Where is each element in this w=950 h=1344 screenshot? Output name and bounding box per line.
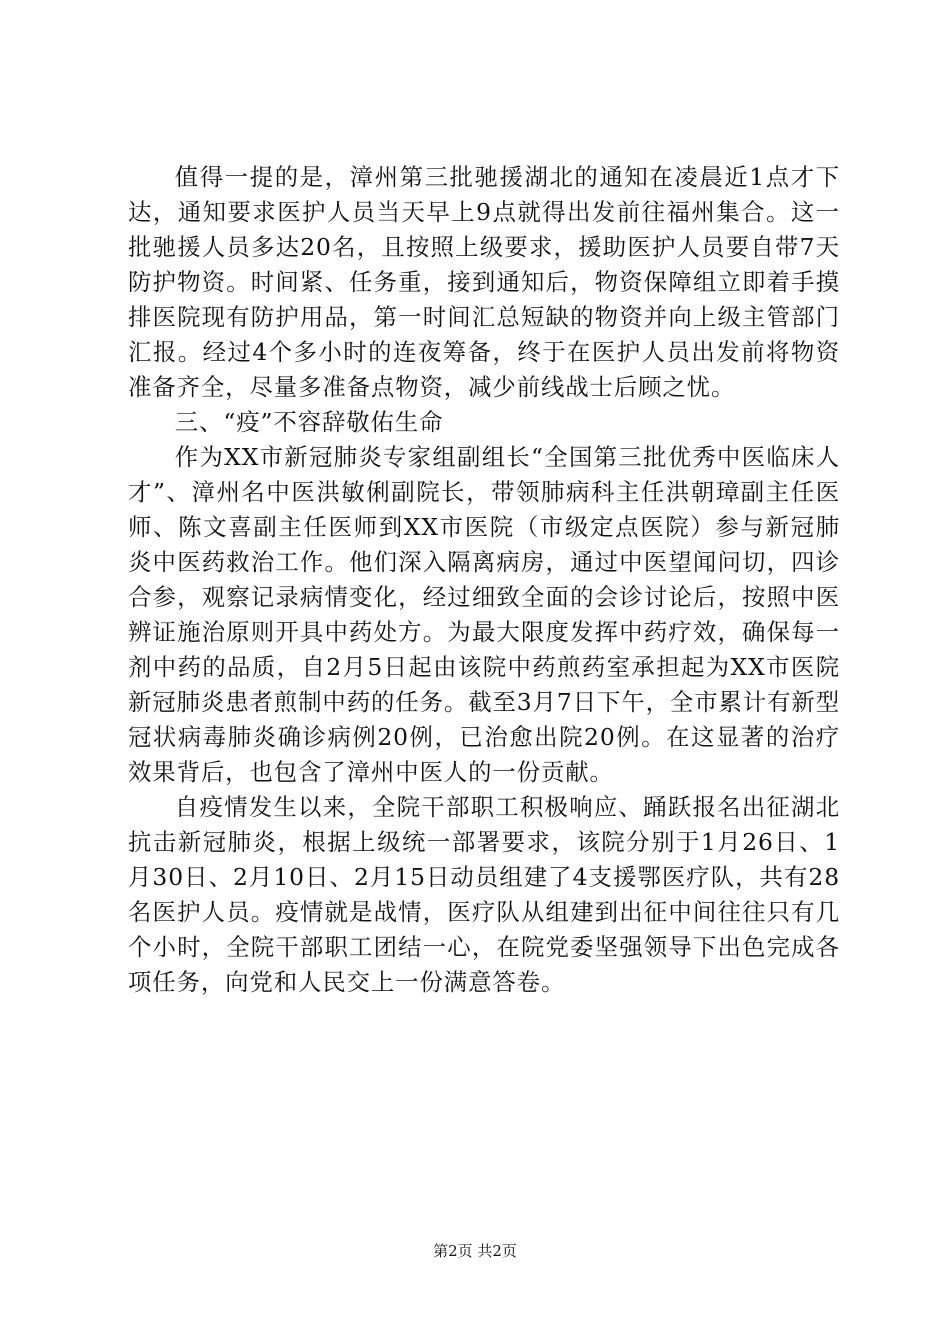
document-body bbox=[128, 160, 840, 1000]
paragraph-tcm-treatment: 作为XX市新冠肺炎专家组副组长“全国第三批优秀中医临床人才”、漳州名中医洪敏俐副院长，带领肺病科主任洪朝璋副主任医师、陈文喜副主任医师到XX市医院（市级定点医院）参与新冠肺炎中医药救治工作。他们深入隔离病房，通过中医望闻问切，四诊合参，观察记录病情变化，经过细致全面的会诊讨论后，按照中医辨证施治原则开具中药处方。为最大限度发挥中药疗效，确保每一剂中药的品质，自2月5日起由该院中药煎药室承担起为XX市医院新冠肺炎患者煎制中药的任务。截至3月7日下午，全市累计有新型冠状病毒肺炎确诊病例20例，已治愈出院20例。在这显著的治疗效果背后，也包含了漳州中医人的一份贡献。 bbox=[128, 443, 840, 786]
paragraph-supplies: 值得一提的是，漳州第三批驰援湖北的通知在凌晨近1点才下达，通知要求医护人员当天早上9点就得出发前往福州集合。这一批驰援人员多达20名，且按照上级要求，援助医护人员要自带7天防护物资。时间紧、任务重，接到通知后，物资保障组立即着手摸排医院现有防护用品，第一时间汇总短缺的物资并向上级主管部门汇报。经过4个多小时的连夜筹备，终于在医护人员出发前将物资准备齐全，尽量多准备点物资，减少前线战士后顾之忧。 bbox=[128, 163, 840, 401]
page-number-footer: 第2页 共2页 bbox=[433, 1242, 517, 1260]
section-heading-3: 三、“疫”不容辞敬佑生命 bbox=[174, 408, 444, 436]
paragraph-medical-teams: 自疫情发生以来，全院干部职工积极响应、踊跃报名出征湖北抗击新冠肺炎，根据上级统一部署要求，该院分别于1月26日、1月30日、2月10日、2月15日动员组建了4支援鄂医疗队，共有28名医护人员。疫情就是战情，医疗队从组建到出征中间往往只有几个小时，全院干部职工团结一心，在院党委坚强领导下出色完成各项任务，向党和人民交上一份满意答卷。 bbox=[128, 793, 840, 996]
